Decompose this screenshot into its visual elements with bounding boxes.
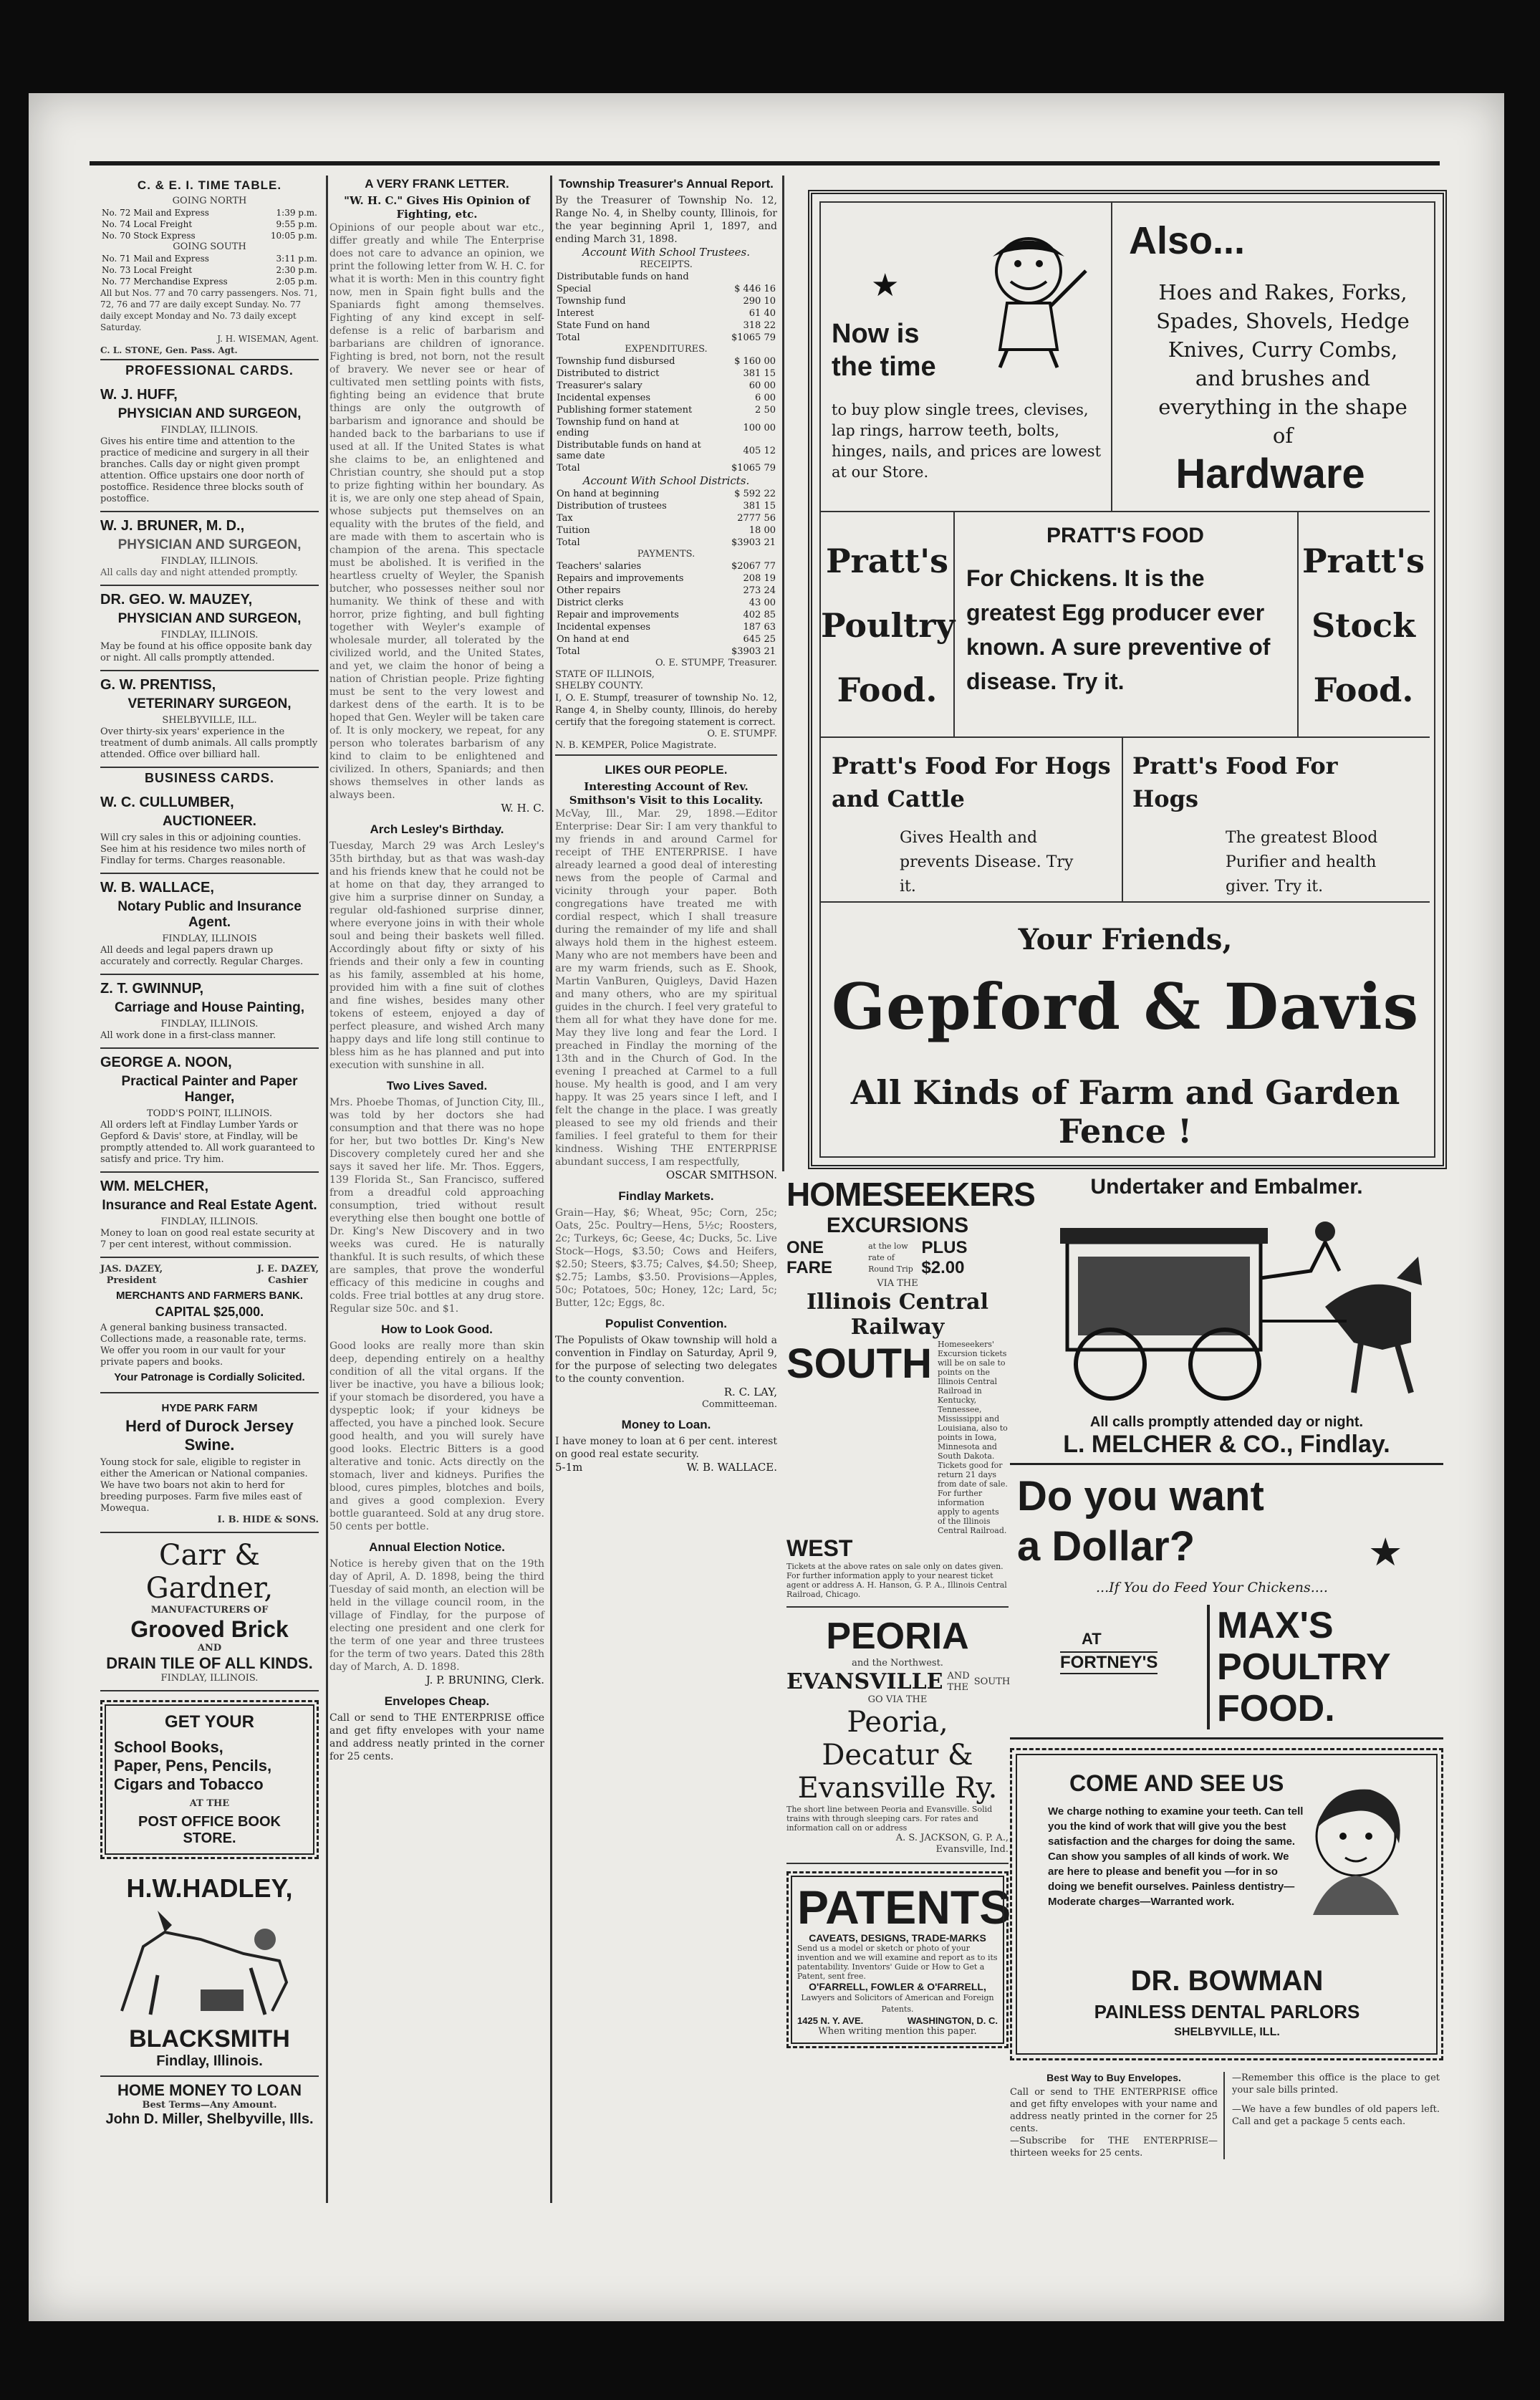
timetable-agent: J. H. WISEMAN, Agent.	[217, 334, 319, 344]
dentist-place: SHELBYVILLE, ILL.	[1174, 2026, 1280, 2038]
card: GEORGE A. NOON, Practical Painter and Paper Hanger, TODD'S POINT, ILLINOIS. All orders left at Findlay Lumber Yards or Gepford & Davis' store, at Findlay, will be promptly attended to. All work guaranteed to satisfy and price. Try him.	[100, 1049, 319, 1173]
timetable-gen-agent: C. L. STONE, Gen. Pass. Agt.	[100, 345, 319, 360]
column-1	[100, 176, 319, 2203]
two-lives-title: Two Lives Saved.	[386, 1079, 488, 1093]
patents-footer: When writing mention this paper.	[818, 2026, 977, 2037]
bank-ad: JAS. DAZEY, President J. E. DAZEY, Cashier MERCHANTS AND FARMERS BANK. CAPITAL $25,000. A general banking business transacted. Collections made, a reasonable rate, terms. We offer you room in our vault for your private papers and books. Your Patronage is Cordially Solicited.	[100, 1258, 319, 1393]
dollar-ad	[1010, 1465, 1443, 1739]
hyde-park-ad: HYDE PARK FARM Herd of Durock Jersey Swine. Young stock for sale, eligible to register in either the American or National companies. We have two boars not akin to herd for breeding purposes. Farm five miles east of Mowequa. I. B. HIDE & SONS.	[100, 1393, 319, 1533]
district-table: On hand at beginning $ 592 22 Distribution of trustees 381 15 Tax 2777 56 Tuition 18 00 Total $3903 21	[557, 489, 776, 548]
timetable-note: All but Nos. 77 and 70 carry passengers. Nos. 71, 72, 76 and 77 are daily except Sunday. No. 77 daily except Monday and No. 73 daily except Saturday.	[100, 288, 318, 332]
pratt-poultry-box	[821, 511, 955, 738]
hadley-ad: H.W.HADLEY, BLACKSMITH Findlay, Illinois.	[100, 1868, 319, 2077]
notice-left: Best Way to Buy Envelopes. Call or send to THE ENTERPRISE office and get fifty envelopes with your name and address neatly printed in the corner for 25 cents. —Subscribe for THE ENTERPRISE—thirteen weeks for 25 cents.	[1010, 2072, 1225, 2159]
homeseekers-ad	[786, 1175, 1035, 1608]
look-good-body: Good looks are really more than skin deep, depending entirely on a healthy condition of all the vital organs. If the liver be inactive, you have a bilious look; if your stomach be disordered, you have a dyspeptic look; if your kidneys be affected, you have a pinched look. Secure good health, and you will surely have good looks. Electric Bitters is a good alterative and tonic. Acts directly on the stomach, liver and kidneys. Purifies the blood, cures pimples, blotches and boils, and gives a good complexion. Every bottle guaranteed. Sold at any drug store. 50 cents per bottle.	[329, 1340, 544, 1532]
pratt-stock-title: Pratt's Stock Food.	[1301, 542, 1425, 709]
dentist-ad	[1010, 1748, 1443, 2060]
markets-body: Grain—Hay, $6; Wheat, 95c; Corn, 25c; Oats, 25c. Poultry—Hens, 5½c; Roosters, 2c; Turkeys, 6c; Geese, 4c; Ducks, 5c. Live Stock—Hogs, $3.50; Cows and Heifers, $2.50; Steers, $3.75; Calves, $4.50; Sheep, $2.75; Lambs, $3.50. Provisions—Apples, 50c; Potatoes, 50c; Honey, 12c; Lard, 5c; Butter, 12c; Eggs, 8c.	[555, 1207, 777, 1309]
column-divider	[782, 176, 784, 1171]
birthday-body: Tuesday, March 29 was Arch Lesley's 35th birthday, but as that was wash-day and his friends knew that he could not be at home on that day, they arranged to give him a surprise dinner on Sunday, a regular old-fashioned surprise dinner, where everyone joins in with their whole soul and being their baskets well filled. Accordingly about fifty or sixty of his friends and their only a few in counting as his family, assembled at his home, provided him with a fine suit of clothes and fine wishes, besides many other tokens of esteem, enjoyed a day of perfect pleasure, and wished Arch many happy days and life long still continue to bless him as he has planned and put into execution with sunshine in all.	[329, 840, 544, 1071]
treasurer-county: SHELBY COUNTY.	[555, 681, 644, 691]
patents-sub: CAVEATS, DESIGNS, TRADE-MARKS	[809, 1932, 986, 1944]
undertaker-ad	[1010, 1175, 1443, 1465]
column-divider	[326, 176, 328, 2203]
dollar-at: AT	[1082, 1630, 1102, 1648]
hogs-title: Pratt's Food For Hogs	[1132, 752, 1338, 812]
star-icon: ★	[871, 267, 900, 304]
pratts-food-body: For Chickens. It is the greatest Egg producer ever known. A sure preventive of disease. Try it.	[966, 565, 1271, 694]
dollar-store: FORTNEY'S	[1060, 1651, 1158, 1674]
via-label: VIA THE	[877, 1278, 918, 1289]
likes-people-body: McVay, Ill., Mar. 29, 1898.—Editor Enterprise: Dear Sir: I am very thankful to my friends in and around Carmel for receipt of THE ENTERPRISE. I have already learned a good deal of interesting news from the people of Carmal and vicinity through your paper. Both congregations have treated me with cordial respect, which I shall treasure during the remainder of my life and shall always hold them in the highest esteem. Many who are not members have been and are my warm friends, such as E. Shook, Martin VanBuren, Quigleys, David Hazen and many others, who are my spiritual guides in the church. I feel very grateful to them all for what they have done for me. May they live long and fear the Lord. I preached in Findlay the morning of the 13th and in the Church of God. In the evening I preached at Carmel to a full house. My health is good, and I am very happy. It was 25 years since I left, and I felt the change in the place. I was greatly pleased to see my old friends and their families. I feel grateful to them for their kindness. Wishing THE ENTERPRISE abundant success, I am respectfully,	[555, 808, 777, 1168]
dentist-parlors: PAINLESS DENTAL PARLORS	[1094, 2001, 1360, 2022]
homeseekers-footer: Tickets at the above rates on sale only on dates given. For further information apply to your nearest ticket agent or address A. H. Hanson, G. P. A., Illinois Central Railroad, Chicago.	[786, 1562, 1007, 1599]
undertaker-calls: All calls promptly attended day or night.	[1089, 1414, 1364, 1430]
bookstore-ad: GET YOUR School Books, Paper, Pens, Pencils, Cigars and Tobacco AT THE POST OFFICE BOOK STORE.	[100, 1700, 319, 1859]
dentist-name: DR. BOWMAN	[1130, 1965, 1324, 1997]
bottom-notices	[1010, 2072, 1443, 2159]
excursions-title: EXCURSIONS	[826, 1214, 969, 1237]
west-label: WEST	[786, 1535, 853, 1561]
patents-firm-sub: Lawyers and Solicitors of American and Foreign Patents.	[801, 1993, 994, 2014]
hardware-title: Hardware	[1175, 451, 1365, 497]
card: W. B. WALLACE, Notary Public and Insurance Agent. FINDLAY, ILLINOIS All deeds and legal papers drawn up accurately and correctly. Regular Charges.	[100, 874, 319, 975]
frank-letter-sign: W. H. C.	[501, 802, 544, 815]
card: W. J. HUFF, PHYSICIAN AND SURGEON, FINDLAY, ILLINOIS. Gives his entire time and attention to the practice of medicine and surgery in all their branches. Calls day or night given prompt attention. Office upstairs one door north of postoffice. Residence three blocks south of postoffice.	[100, 381, 319, 512]
expenditures-table: Township fund disbursed $ 160 00 Distributed to district 381 15 Treasurer's salary 60 00 Incidental expenses 6 00 Publishing former statement 2 50 Township fund on hand at ending 100 00 Distributable funds on hand at same date 405 12 Total $1065 79	[557, 356, 776, 474]
card: G. W. PRENTISS, VETERINARY SURGEON, SHELBYVILLE, ILL. Over thirty-six years' experience in the treatment of dumb animals. All calls promptly attended. Office over billiard hall.	[100, 671, 319, 768]
patents-address-row: 1425 N. Y. AVE. WASHINGTON, D. C.	[797, 2015, 998, 2026]
fiddler-boy-icon	[964, 228, 1093, 371]
envelopes-body: Call or send to THE ENTERPRISE office and get fifty envelopes with your name and address neatly printed in the corner for 25 cents.	[329, 1712, 544, 1762]
gepford-davis-ad	[808, 190, 1447, 1169]
hearse-icon	[1010, 1199, 1443, 1414]
card: W. J. BRUNER, M. D., PHYSICIAN AND SURGEON, FINDLAY, ILLINOIS. All calls day and night attended promptly.	[100, 512, 319, 586]
birthday-title: Arch Lesley's Birthday.	[370, 822, 504, 836]
envelopes-title: Envelopes Cheap.	[384, 1694, 490, 1708]
south-block: SOUTH Homeseekers' Excursion tickets will be on sale to points on the Illinois Central Railroad in Kentucky, Tennessee, Mississippi and Louisiana, also to points in Iowa, Minnesota and South Dakota. Tickets good for return 21 days from date of sale. For further information apply to agents of the Illinois Central Railroad.	[786, 1340, 1008, 1535]
patents-ad	[786, 1871, 1009, 2048]
card: W. C. CULLUMBER, AUCTIONEER. Will cry sales in this or adjoining counties. See him at his residence two miles north of Findlay for terms. Charges reasonable.	[100, 789, 319, 874]
evansville-row: EVANSVILLE AND THE SOUTH	[786, 1669, 1011, 1694]
column-5	[1010, 1175, 1443, 2199]
your-friends: Your Friends,	[1018, 923, 1233, 956]
column-3	[555, 176, 777, 2203]
peoria-place: Evansville, Ind.	[935, 1844, 1009, 1855]
card: DR. GEO. W. MAUZEY, PHYSICIAN AND SURGEON, FINDLAY, ILLINOIS. May be found at his office opposite bank day or night. All calls promptly attended.	[100, 586, 319, 671]
pratt-stock-box	[1297, 511, 1430, 738]
treasurer-sign-2: O. E. STUMPF.	[707, 729, 777, 739]
hogs-cattle-box	[821, 736, 1123, 903]
frank-letter-title: A VERY FRANK LETTER.	[365, 177, 509, 191]
likes-people-subtitle: Interesting Account of Rev. Smithson's Visit to this Locality.	[569, 780, 764, 807]
dollar-headline-1: Do you want	[1017, 1473, 1264, 1520]
south-trains: No. 71 Mail and Express 3:11 p.m. No. 73 Local Freight 2:30 p.m. No. 77 Merchandise Express 2:05 p.m.	[102, 254, 317, 287]
business-cards-title: BUSINESS CARDS.	[144, 771, 275, 785]
frank-letter-subtitle: "W. H. C." Gives His Opinion of Fighting, etc.	[344, 194, 530, 221]
fare-row: ONE FARE at the low rate of Round Trip PLUS $2.00	[786, 1238, 968, 1277]
payments-table: Teachers' salaries $2067 77 Repairs and improvements 208 19 Other repairs 273 24 District clerks 43 00 Repair and improvements 402 85 Incidental expenses 187 63 On hand at end 645 25 Total $3903 21	[557, 561, 776, 657]
notice-right: —Remember this office is the place to get your sale bills printed. —We have a few bundles of old papers left. Call and get a package 5 cents each.	[1232, 2073, 1440, 2127]
patents-body: Send us a model or sketch or photo of your invention and we will examine and report as to its patentability. Inventors' Guide or How to Get a Patent, sent free.	[797, 1944, 998, 1981]
horse-icon	[100, 1904, 315, 2025]
professional-cards-title: PROFESSIONAL CARDS.	[125, 363, 294, 378]
hogs-body: The greatest Blood Purifier and health giver. Try it.	[1226, 829, 1378, 896]
payment-label: PAYMENTS.	[637, 549, 696, 560]
pratt-poultry-title: Pratt's Poultry Food.	[821, 542, 956, 709]
now-is-headline: Now is the time	[832, 319, 936, 382]
portrait-icon	[1284, 1772, 1428, 1915]
card: WM. MELCHER, Insurance and Real Estate Agent. FINDLAY, ILLINOIS. Money to loan on good real estate security at 7 per cent interest, without commission.	[100, 1173, 319, 1258]
undertaker-title: Undertaker and Embalmer.	[1090, 1175, 1363, 1199]
column-2	[329, 176, 544, 2203]
peoria-railway: Peoria, Decatur & Evansville Ry.	[797, 1706, 998, 1805]
treasurer-intro: By the Treasurer of Township No. 12, Range No. 4, in Shelby county, Illinois, for the year beginning April 1, 1897, and ending March 31, 1898.	[555, 195, 777, 245]
money-loan-2-body: I have money to loan at 6 per cent. interest on good real estate security.	[555, 1436, 777, 1460]
hogs-cattle-title: Pratt's Food For Hogs and Cattle	[832, 752, 1111, 812]
election-sign: J. P. BRUNING, Clerk.	[425, 1674, 544, 1686]
card: Z. T. GWINNUP, Carriage and House Painting, FINDLAY, ILLINOIS. All work done in a first-class manner.	[100, 975, 319, 1049]
hogs-cattle-body: Gives Health and prevents Disease. Try it.	[900, 829, 1074, 896]
patents-title: PATENTS	[797, 1881, 1011, 1934]
top-rule	[90, 161, 1440, 165]
likes-people-sign: OSCAR SMITHSON.	[665, 1168, 777, 1181]
also-box	[1111, 203, 1430, 512]
populist-body: The Populists of Okaw township will hold a convention in Findlay on Saturday, April 9, for the purpose of selecting two delegates to the county convention.	[555, 1335, 777, 1385]
markets-title: Findlay Markets.	[618, 1189, 714, 1203]
now-is-box	[821, 203, 1112, 512]
treasurer-state: STATE OF ILLINOIS,	[555, 669, 655, 680]
firm-name: Gepford & Davis	[831, 969, 1420, 1044]
election-body: Notice is hereby given that on the 19th day of April, A. D. 1898, being the third Tuesday of said month, an election will be held in the village council room, in the village of Findlay, for the purpose of electing one president and one clerk for the term of one year and three trustees for the term of two years. Dated this 28th day of March, A. D. 1898.	[329, 1558, 544, 1673]
star-icon: ★	[1368, 1530, 1403, 1575]
carr-gardner-ad: Carr & Gardner, MANUFACTURERS OF Grooved Brick AND DRAIN TILE OF ALL KINDS. FINDLAY, ILLINOIS.	[100, 1533, 319, 1691]
money-loan-2-title: Money to Loan.	[621, 1418, 711, 1431]
pratts-food-title: PRATT'S FOOD	[1046, 524, 1204, 547]
two-lives-body: Mrs. Phoebe Thomas, of Junction City, Ill., was told by her doctors she had consumption and that there was no hope for her, but two bottles Dr. King's New Discovery completely cured her and she says it saved her life. Mr. Thos. Eggers, 139 Florida St., San Francisco, suffered from a dreadful cold approaching consumption, tried without result everything else then bought one bottle of Dr. King's New Discovery and in two weeks was cured. He is naturally thankful. It is such results, of which these are samples, that prove the wonderful efficacy of this medicine in coughs and colds. Free trial bottles at any drug store. Regular size 50c. and $1.	[329, 1097, 544, 1315]
going-south-label: GOING SOUTH	[173, 241, 246, 252]
homeseekers-title: HOMESEEKERS	[786, 1176, 1035, 1213]
district-account: Account With School Districts.	[582, 474, 750, 487]
receipts-label: RECEIPTS.	[640, 259, 693, 270]
frank-letter-body: Opinions of our people about war etc., differ greatly and while The Enterprise does not care to advance an opinion, we print the following letter from W. H. C. for what it is worth: Men in this country fight now, men in Spain fight bulls and the Spaniards fight among themselves. Fighting of any kind except in self-defense is a relic of barbarism and barbarians are children of ignorance. Fighting is bred, not born, not the result of bravery. We never see or hear of cultivated men settling points with fists, fighting being an evidence that brute things are only the outgrowth of barbarism and ignorance and should be handed back to the barbarians to use if used at all. If the United States is what she claims to be, an enlightened and Christian country, she should put a stop to prize fighting within her boundary. As it is, we are only one step ahead of Spain, whose subjects put themselves on an equality with the brutes of the field, and are made with them to ascertain who is champion of the arena. This spectacle must be abolished. It is verified in the heartless cruelty of Weyler, the Spanish butcher, who possesses neither soul nor humanity. We think of these and with horror, prize fighting, and bull fighting together with Weyler's example of wholesale murder, all tolerated by the civilized world, and the United States, and yet, we claim the honor of being a nation of Christian people. Prize fighting must be sent to the very lowest and darkest dens of the earth. It is to be hoped that Gen. Weyler will be taken care of. It is only mockery, we repeat, for any person who tolerates barbarism of any kind to claim to be enlightened and civilized. In others, Spaniards; and then shows themselves in other lands as always been.	[329, 222, 544, 801]
going-north-label: GOING NORTH	[172, 196, 247, 206]
look-good-title: How to Look Good.	[381, 1323, 493, 1336]
pratts-food-box	[953, 511, 1299, 738]
hogs-box	[1122, 736, 1430, 903]
money-loan-2-sign: 5-1m W. B. WALLACE.	[555, 1461, 777, 1474]
column-divider	[550, 176, 552, 2203]
peoria-agent: A. S. JACKSON, G. P. A.,	[895, 1833, 1009, 1843]
peoria-sub: and the Northwest.	[852, 1658, 943, 1669]
dollar-if-you: ...If You do Feed Your Chickens....	[1096, 1580, 1328, 1595]
timetable-title: C. & E. I. TIME TABLE.	[137, 178, 282, 192]
treasurer-account: Account With School Trustees.	[582, 246, 750, 259]
dentist-title: COME AND SEE US	[1069, 1770, 1284, 1796]
treasurer-magistrate: N. B. KEMPER, Police Magistrate.	[555, 740, 777, 756]
populist-sign: R. C. LAY,	[723, 1386, 777, 1398]
also-title: Also...	[1129, 219, 1246, 262]
treasurer-title: Township Treasurer's Annual Report.	[559, 177, 774, 191]
treasurer-sign: O. E. STUMPF, Treasurer.	[655, 658, 777, 668]
election-title: Annual Election Notice.	[369, 1540, 505, 1554]
dollar-headline-2: a Dollar?	[1017, 1523, 1195, 1570]
dentist-body: We charge nothing to examine your teeth. Can tell you the kind of work that will give you the best satisfaction and the charges for doing the same. Can show you samples of all kinds of work. We are here to please and benefit you —for in so doing we benefit ourselves. Painless dentistry—Moderate charges—Warranted work.	[1048, 1805, 1304, 1908]
go-via-label: GO VIA THE	[867, 1694, 928, 1705]
peoria-ad	[786, 1608, 1009, 1864]
now-is-body: to buy plow single trees, clevises, lap rings, harrow teeth, bolts, hinges, nails, and prices are lowest at our Store.	[832, 401, 1102, 481]
max-poultry-food: MAX'S POULTRY FOOD.	[1207, 1605, 1391, 1729]
money-loan-ad: HOME MONEY TO LOAN Best Terms—Any Amount. John D. Miller, Shelbyville, Ills.	[105, 2081, 314, 2127]
also-body: Hoes and Rakes, Forks, Spades, Shovels, Hedge Knives, Curry Combs, and brushes and everything in the shape of	[1156, 280, 1410, 448]
north-trains: No. 72 Mail and Express 1:39 p.m. No. 74 Local Freight 9:55 p.m. No. 70 Stock Express 10:05 p.m.	[102, 208, 317, 241]
treasurer-oath: I, O. E. Stumpf, treasurer of township No. 12, Range 4, in Shelby county, Illinois, do hereby certify that the foregoing statement is correct.	[555, 693, 777, 728]
peoria-body: The short line between Peoria and Evansville. Solid trains with through sleeping cars. For rates and information call on or address	[786, 1805, 993, 1833]
undertaker-firm: L. MELCHER & CO., Findlay.	[1063, 1431, 1390, 1458]
railway-name: Illinois Central Railway	[806, 1290, 989, 1340]
patents-firm: O'FARRELL, FOWLER & O'FARRELL,	[809, 1981, 986, 1992]
peoria-title: PEORIA	[826, 1616, 969, 1657]
receipts-table: Distributable funds on hand Special $ 446 16 Township fund 290 10 Interest 61 40 State Fund on hand 318 22 Total $1065 79	[557, 272, 776, 343]
likes-people-title: LIKES OUR PEOPLE.	[605, 763, 728, 777]
populist-title: Populist Convention.	[605, 1317, 727, 1330]
populist-sign-2: Committeeman.	[701, 1399, 777, 1410]
fence-slogan: All Kinds of Farm and Garden Fence !	[850, 1073, 1400, 1151]
expend-label: EXPENDITURES.	[625, 344, 708, 355]
column-4	[786, 1175, 1035, 2199]
